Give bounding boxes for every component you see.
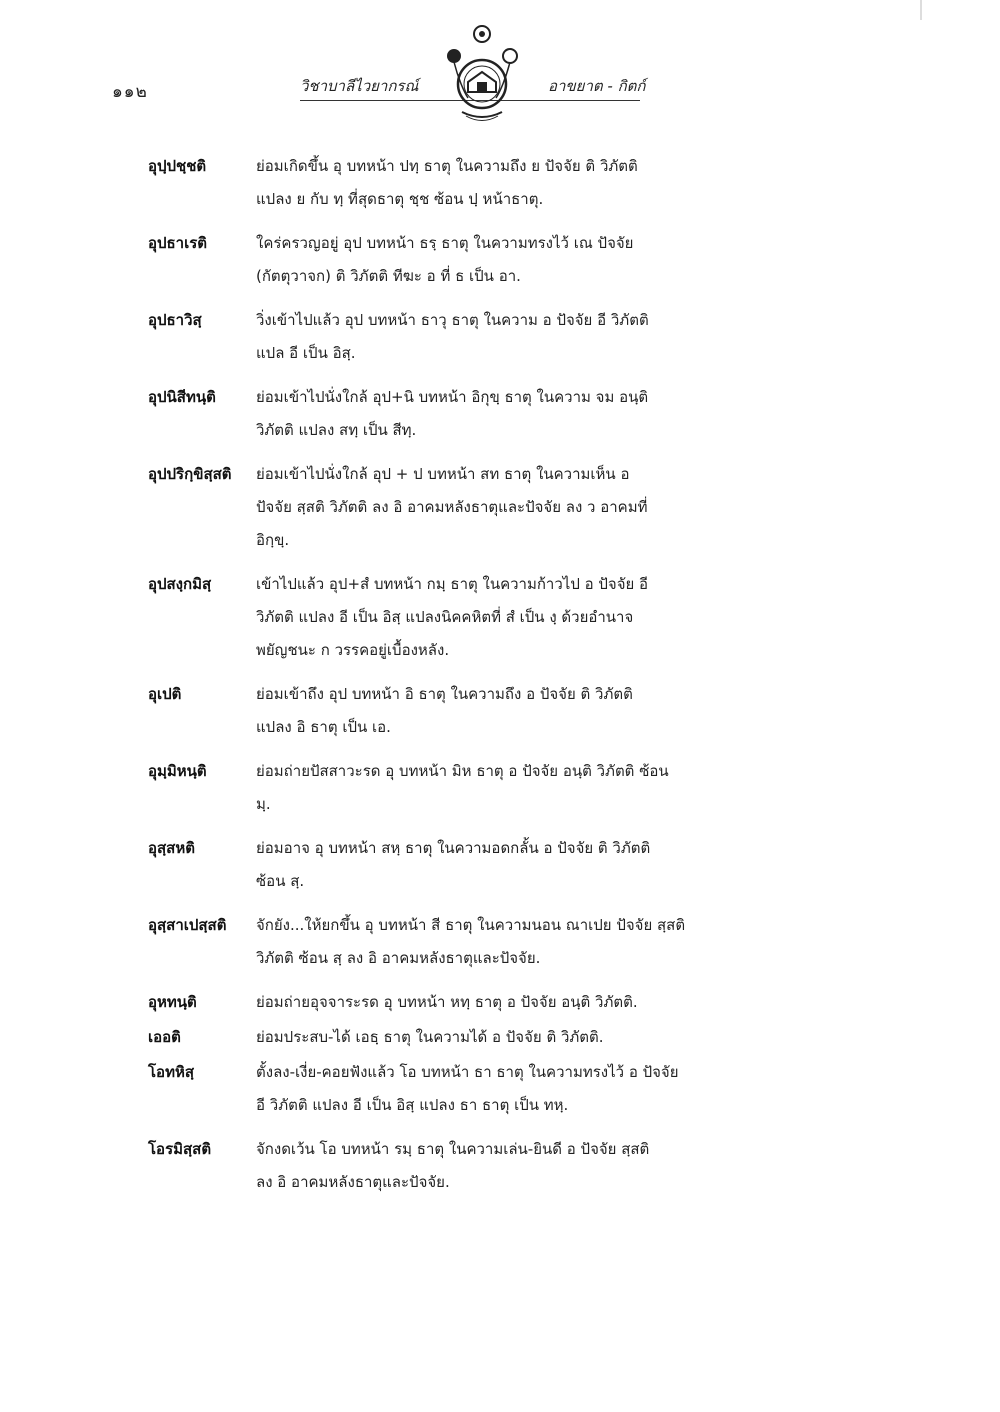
glossary-entry bbox=[148, 458, 848, 557]
glossary-entry bbox=[148, 227, 848, 293]
entry-definition bbox=[256, 381, 848, 447]
entry-term: โอทหิสฺ bbox=[148, 1063, 194, 1081]
definition-line: เข้าไปแล้ว อุป+สํ บทหน้า กมฺ ธาตุ ในความก้าวไป อ ปัจจัย อี bbox=[256, 575, 649, 593]
definition-line: ปัจจัย สฺสติ วิภัตติ ลง อิ อาคมหลังธาตุและปัจจัย ลง ว อาคมที่ bbox=[256, 498, 648, 516]
definition-line: ย่อมเข้าถึง อุป บทหน้า อิ ธาตุ ในความถึง อ ปัจจัย ติ วิภัตติ bbox=[256, 685, 633, 703]
definition-line: วิ่งเข้าไปแล้ว อุป บทหน้า ธาวุ ธาตุ ในความ อ ปัจจัย อี วิภัตติ bbox=[256, 311, 649, 329]
definition-line: แปลง อิ ธาตุ เป็น เอ. bbox=[256, 718, 391, 736]
definition-line: มฺ. bbox=[256, 795, 271, 813]
glossary-entry bbox=[148, 678, 848, 744]
entry-term: อุปธาเรติ bbox=[148, 234, 208, 252]
glossary-entry bbox=[148, 1021, 848, 1054]
glossary-entry bbox=[148, 1056, 848, 1122]
definition-line: อิกฺขฺ. bbox=[256, 531, 290, 549]
definition-line: วิภัตติ ซ้อน สฺ ลง อิ อาคมหลังธาตุและปัจจัย. bbox=[256, 949, 541, 967]
entry-term: อุสฺสาเปสฺสติ bbox=[148, 916, 227, 934]
definition-line: ตั้งลง-เงี่ย-คอยฟังแล้ว โอ บทหน้า ธา ธาตุ ในความทรงไว้ อ ปัจจัย bbox=[256, 1063, 679, 1081]
entry-definition bbox=[256, 150, 848, 216]
glossary-entry bbox=[148, 381, 848, 447]
entry-term: อุปสงฺกมิสฺ bbox=[148, 575, 212, 593]
entry-definition bbox=[256, 832, 848, 898]
page-number: ๑๑๒ bbox=[112, 82, 148, 102]
glossary-entry bbox=[148, 150, 848, 216]
glossary-entry bbox=[148, 568, 848, 667]
definition-line: วิภัตติ แปลง สทฺ เป็น สีทฺ. bbox=[256, 421, 417, 439]
glossary-entry bbox=[148, 755, 848, 821]
entry-term: โอรมิสฺสติ bbox=[148, 1140, 212, 1158]
definition-line: ย่อมประสบ-ได้ เอธฺ ธาตุ ในความได้ อ ปัจจัย ติ วิภัตติ. bbox=[256, 1028, 604, 1046]
entry-term: อุปปริกฺขิสฺสติ bbox=[148, 465, 232, 483]
entry-term: อุหทนฺติ bbox=[148, 993, 197, 1011]
glossary-entry bbox=[148, 1133, 848, 1199]
definition-line: แปลง ย กับ ทฺ ที่สุดธาตุ ชฺช ซ้อน ปฺ หน้าธาตุ. bbox=[256, 190, 544, 208]
definition-line: อี วิภัตติ แปลง อี เป็น อิสฺ แปลง ธา ธาตุ เป็น ทหฺ. bbox=[256, 1096, 569, 1114]
entry-term: อุสฺสหติ bbox=[148, 839, 195, 857]
entry-term: อุปนิสีทนฺติ bbox=[148, 388, 216, 406]
definition-line: แปล อี เป็น อิสฺ. bbox=[256, 344, 356, 362]
entry-definition bbox=[256, 1021, 848, 1054]
entry-definition bbox=[256, 304, 848, 370]
definition-line: ลง อิ อาคมหลังธาตุและปัจจัย. bbox=[256, 1173, 450, 1191]
glossary-entry bbox=[148, 986, 848, 1019]
definition-line: จักยัง...ให้ยกขึ้น อุ บทหน้า สี ธาตุ ในความนอน ณาเปย ปัจจัย สฺสติ bbox=[256, 916, 686, 934]
definition-line: (กัตตุวาจก) ติ วิภัตติ ทีฆะ อ ที่ ธ เป็น อา. bbox=[256, 267, 521, 285]
entry-definition bbox=[256, 678, 848, 744]
entry-definition bbox=[256, 909, 848, 975]
entry-definition bbox=[256, 986, 848, 1019]
definition-line: ย่อมเกิดขึ้น อุ บทหน้า ปทฺ ธาตุ ในความถึง ย ปัจจัย ติ วิภัตติ bbox=[256, 157, 638, 175]
entry-term: อุมฺมิหนฺติ bbox=[148, 762, 207, 780]
entry-term: อุปธาวิสฺ bbox=[148, 311, 202, 329]
definition-line: ย่อมเข้าไปนั่งใกล้ อุป + ป บทหน้า สท ธาตุ ในความเห็น อ bbox=[256, 465, 630, 483]
entry-definition bbox=[256, 755, 848, 821]
entry-term: เออติ bbox=[148, 1028, 181, 1046]
entry-definition bbox=[256, 1056, 848, 1122]
glossary-entry bbox=[148, 304, 848, 370]
definition-line: ย่อมถ่ายปัสสาวะรด อุ บทหน้า มิห ธาตุ อ ปัจจัย อนฺติ วิภัตติ ซ้อน bbox=[256, 762, 669, 780]
header-section-title: อาขยาต - กิตก์ bbox=[548, 77, 646, 95]
glossary-list bbox=[148, 150, 848, 1210]
entry-term: อุปฺปชฺชติ bbox=[148, 157, 207, 175]
definition-line: จักงดเว้น โอ บทหน้า รมฺ ธาตุ ในความเล่น-ยินดี อ ปัจจัย สฺสติ bbox=[256, 1140, 650, 1158]
entry-definition bbox=[256, 227, 848, 293]
glossary-entry bbox=[148, 909, 848, 975]
definition-line: ใคร่ครวญอยู่ อุป บทหน้า ธรฺ ธาตุ ในความทรงไว้ เณ ปัจจัย bbox=[256, 234, 634, 252]
definition-line: ย่อมถ่ายอุจจาระรด อุ บทหน้า หทฺ ธาตุ อ ปัจจัย อนฺติ วิภัตติ. bbox=[256, 993, 638, 1011]
definition-line: ย่อมอาจ อุ บทหน้า สหฺ ธาตุ ในความอดกลั้น อ ปัจจัย ติ วิภัตติ bbox=[256, 839, 651, 857]
entry-definition bbox=[256, 458, 848, 557]
entry-term: อุเปติ bbox=[148, 685, 182, 703]
header-book-title: วิชาบาลีไวยากรณ์ bbox=[300, 77, 419, 95]
definition-line: ย่อมเข้าไปนั่งใกล้ อุป+นิ บทหน้า อิกุขฺ ธาตุ ในความ จม อนฺติ bbox=[256, 388, 649, 406]
definition-line: วิภัตติ แปลง อี เป็น อิสฺ แปลงนิคคหิตที่ สํ เป็น งฺ ด้วยอำนาจ bbox=[256, 608, 634, 626]
entry-definition bbox=[256, 568, 848, 667]
scan-artifact bbox=[920, 0, 922, 20]
temple-seal-emblem-icon bbox=[436, 22, 528, 126]
entry-definition bbox=[256, 1133, 848, 1199]
definition-line: พยัญชนะ ก วรรคอยู่เบื้องหลัง. bbox=[256, 641, 450, 659]
definition-line: ซ้อน สฺ. bbox=[256, 872, 305, 890]
glossary-entry bbox=[148, 832, 848, 898]
